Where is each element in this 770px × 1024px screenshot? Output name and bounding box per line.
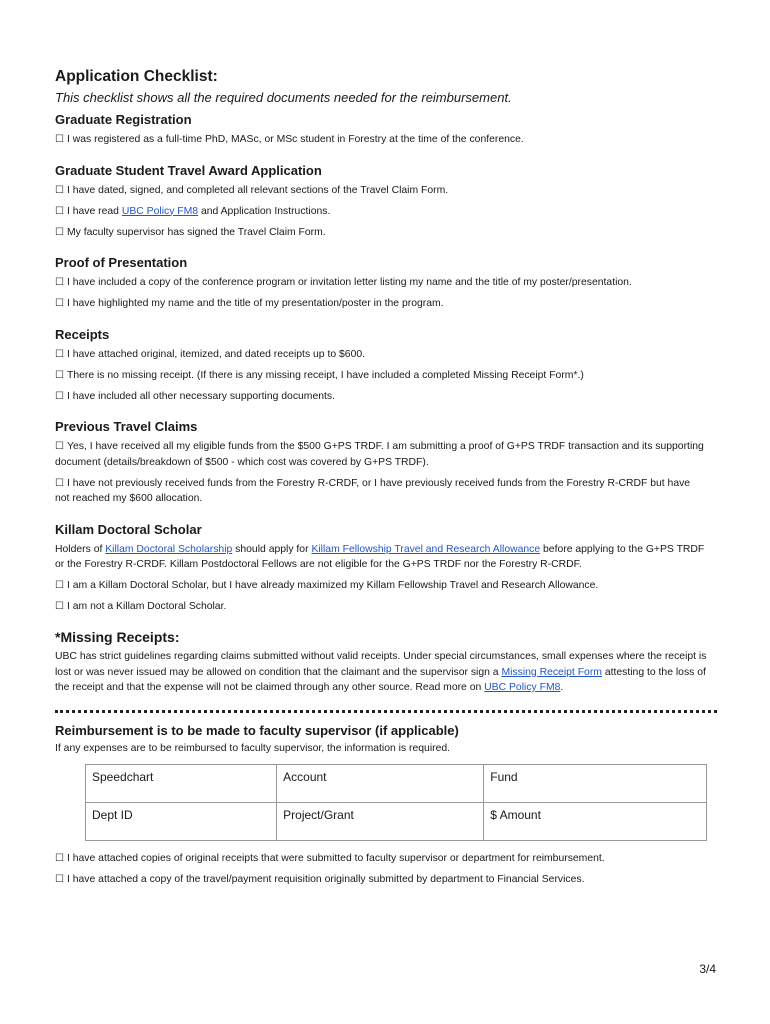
checkbox[interactable]: ☐ <box>55 369 64 381</box>
receipts-section <box>55 326 707 405</box>
checklist-item-text: I have included a copy of the conference program or invitation letter listing my name and the title of my poster/presentation. <box>66 277 632 288</box>
ubc-policy-fm8-link[interactable]: UBC Policy FM8 <box>484 682 561 693</box>
speedchart-field[interactable]: Speedchart <box>86 765 277 803</box>
checkbox[interactable]: ☐ <box>55 277 64 288</box>
presentation-heading: Proof of Presentation <box>55 255 188 270</box>
checklist-item-text: I have not previously received funds from the Forestry R-CRDF, or I have previously received funds from the Forestry R-CRDF but have not reached my $600 allocation. <box>55 477 691 504</box>
checklist-item-text: I have attached copies of original receipts that were submitted to faculty supervisor or department for reimbursement. <box>66 853 605 864</box>
killam-heading: Killam Doctoral Scholar <box>55 521 202 537</box>
killam-intro-text: before applying to the G+PS TRDF or the Forestry R-CRDF. Killam Postdoctoral Fellows are not eligible for the G+PS TRDF nor the Forestry R-CRDF. <box>55 543 705 570</box>
checklist-page <box>55 66 707 893</box>
checklist-item-text: I am a Killam Doctoral Scholar, but I have already maximized my Killam Fellowship Travel and Research Allowance. <box>66 579 599 591</box>
checkbox[interactable]: ☐ <box>55 441 64 452</box>
checklist-item-text: My faculty supervisor has signed the Travel Claim Form. <box>66 226 326 238</box>
reimbursement-subtext: If any expenses are to be reimbursed to faculty supervisor, the information is required. <box>55 742 451 754</box>
checkbox[interactable]: ☐ <box>55 205 64 217</box>
receipts-heading: Receipts <box>55 326 110 342</box>
account-field[interactable]: Account <box>277 765 484 803</box>
checklist-item-text: There is no missing receipt. (If there is any missing receipt, I have included a completed Missing Receipt Form*.) <box>66 369 584 381</box>
checkbox[interactable]: ☐ <box>55 477 64 489</box>
checklist-item <box>55 347 707 363</box>
checklist-item <box>55 578 707 594</box>
missing-receipts-body: attesting to the loss of the receipt and that the expense will not be claimed through any other source. Read more on <box>55 666 706 693</box>
checklist-item-text: I have read <box>66 205 122 217</box>
checkbox[interactable]: ☐ <box>55 874 64 885</box>
checklist-item-text: I have included all other necessary supporting documents. <box>66 390 335 402</box>
dept-id-field[interactable]: Dept ID <box>86 803 277 841</box>
checkbox[interactable]: ☐ <box>55 226 64 238</box>
travel-award-heading: Graduate Student Travel Award Application <box>55 162 322 178</box>
checklist-item <box>55 296 707 312</box>
killam-fellowship-allowance-link[interactable]: Killam Fellowship Travel and Research Allowance <box>311 543 541 555</box>
checkbox[interactable]: ☐ <box>55 298 64 309</box>
checkbox[interactable]: ☐ <box>55 853 64 864</box>
killam-intro-text: Holders of <box>55 543 106 555</box>
missing-receipts-body: . <box>560 682 564 693</box>
previous-claims-heading: Previous Travel Claims <box>55 419 198 434</box>
checklist-item <box>55 275 707 291</box>
checklist-item <box>55 439 707 470</box>
project-grant-field[interactable]: Project/Grant <box>277 803 484 841</box>
checkbox[interactable]: ☐ <box>55 600 64 612</box>
missing-receipts-body: UBC has strict guidelines regarding claims submitted without valid receipts. Under special circumstances, small expenses where the receipt is lost or was never issued may be allowed on condition that the claimant and the supervisor sign a <box>55 651 707 678</box>
checklist-item <box>55 389 707 405</box>
travel-award-section <box>55 162 707 241</box>
checklist-item <box>55 599 707 615</box>
checklist-item <box>55 851 707 867</box>
killam-section <box>55 521 707 615</box>
checklist-item-text: and Application Instructions. <box>198 205 331 217</box>
checklist-item <box>55 476 707 507</box>
checklist-item <box>55 872 707 888</box>
fund-field[interactable]: Fund <box>484 765 707 803</box>
previous-claims-section <box>55 418 707 507</box>
killam-doctoral-scholarship-link[interactable]: Killam Doctoral Scholarship <box>105 543 233 555</box>
checkbox[interactable]: ☐ <box>55 579 64 591</box>
checklist-item-text: I have attached original, itemized, and dated receipts up to $600. <box>66 348 366 360</box>
checkbox[interactable]: ☐ <box>55 184 64 196</box>
ubc-policy-fm8-link[interactable]: UBC Policy FM8 <box>121 205 199 217</box>
killam-intro-text: should apply for <box>232 543 312 555</box>
missing-receipt-form-link[interactable]: Missing Receipt Form <box>501 666 602 678</box>
missing-receipts-heading: *Missing Receipts: <box>55 629 180 645</box>
reimbursement-section <box>55 722 707 888</box>
registration-heading: Graduate Registration <box>55 112 192 127</box>
presentation-section <box>55 254 707 312</box>
page-number: 3/4 <box>699 962 716 976</box>
missing-receipts-text <box>55 649 707 696</box>
page-subtitle: This checklist shows all the required documents needed for the reimbursement. <box>55 90 512 105</box>
checklist-item-text: I was registered as a full-time PhD, MASc, or MSc student in Forestry at the time of the conference. <box>66 134 524 145</box>
amount-field[interactable]: $ Amount <box>484 803 707 841</box>
reimbursement-table <box>85 764 707 841</box>
checkbox[interactable]: ☐ <box>55 390 64 402</box>
page-title: Application Checklist: <box>55 68 218 85</box>
checklist-item <box>55 183 707 199</box>
checklist-item-text: I have dated, signed, and completed all relevant sections of the Travel Claim Form. <box>66 184 449 196</box>
checkbox[interactable]: ☐ <box>55 134 64 145</box>
table-row <box>86 765 707 803</box>
registration-section <box>55 111 707 148</box>
checklist-item-text: I have attached a copy of the travel/payment requisition originally submitted by department to Financial Services. <box>66 874 585 885</box>
checkbox[interactable]: ☐ <box>55 348 64 360</box>
missing-receipts-section <box>55 628 707 696</box>
checklist-item-text: I am not a Killam Doctoral Scholar. <box>66 600 227 612</box>
checklist-item-text: I have highlighted my name and the title of my presentation/poster in the program. <box>66 298 444 309</box>
dotted-divider <box>55 710 717 713</box>
reimbursement-heading: Reimbursement is to be made to faculty supervisor (if applicable) <box>55 722 459 738</box>
checklist-item <box>55 368 707 384</box>
checklist-item-text: Yes, I have received all my eligible funds from the $500 G+PS TRDF. I am submitting a proof of G+PS TRDF transaction and its supporting document (details/breakdown of $500 - which cost was covered by G+PS TRDF). <box>55 441 704 468</box>
killam-intro <box>55 542 707 573</box>
table-row <box>86 803 707 841</box>
checklist-item <box>55 204 707 220</box>
checklist-item <box>55 132 707 148</box>
checklist-item <box>55 225 707 241</box>
